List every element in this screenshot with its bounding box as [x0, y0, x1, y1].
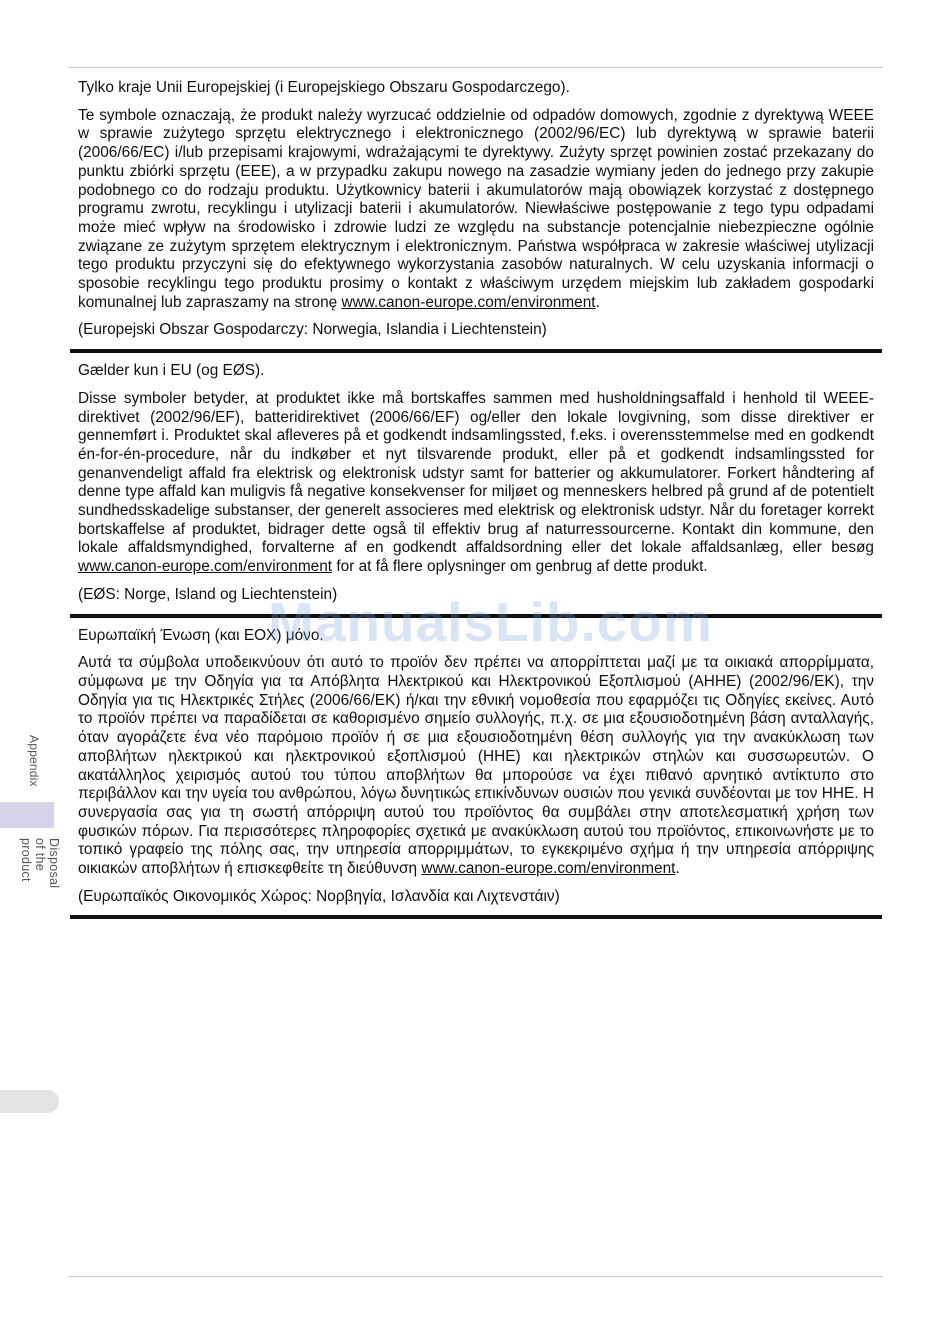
section-greek — [70, 618, 882, 920]
environment-link[interactable]: www.canon-europe.com/environment — [78, 558, 333, 576]
watermark: ManualsLib.com — [268, 591, 713, 653]
section-body — [78, 654, 874, 878]
section-heading: Ευρωπαϊκή Ένωση (και ΕΟΧ) μόνο. — [78, 626, 324, 644]
section-note: (Ευρωπαϊκός Οικονομικός Χώρος: Νορβηγία, Ισλανδία και Λιχτενστάιν) — [78, 887, 560, 905]
section-heading: Tylko kraje Unii Europejskiej (i Europejskiego Obszaru Gospodarczego). — [78, 79, 570, 96]
section-text-after: for at få flere oplysninger om genbrug af dette produkt. — [332, 558, 708, 576]
section-body — [78, 390, 874, 577]
environment-link[interactable]: www.canon-europe.com/environment — [341, 293, 596, 311]
section-note: (EØS: Norge, Island og Liechtenstein) — [78, 585, 338, 603]
environment-link[interactable]: www.canon-europe.com/environment — [421, 860, 676, 878]
section-polish — [70, 70, 882, 353]
document-body — [70, 70, 882, 919]
sidebar-page-tab[interactable] — [0, 1090, 59, 1113]
section-text: Te symbole oznaczają, że produkt należy wyrzucać oddzielnie od odpadów domowych, zgodnie z dyrektywą WEEE w sprawie zużytego sprzętu elektrycznego i elektronicznego (2002/96/EC) lub dyrektywą w sprawie baterii (2006/66/EC) i/lub przepisami krajowymi, wdrażającymi te dyrektywy. Zużyty sprzęt powinien zostać przekazany do punktu zbiórki sprzętu (EEE), a w przypadku zakupu nowego na zasadzie wymiany jeden do jednego przy zakupie podobnego co do rodzaju produktu. Użytkownicy baterii i akumulatorów mają obowiązek korzystać z dostępnego programu zwrotu, recyklingu i utylizacji baterii i akumulatorów. Niewłaściwe postępowanie z tego typu odpadami może mieć wpływ na środowisko i zdrowie ludzi ze względu na substancje potencjalnie niebezpieczne ogólnie związane ze zużytym sprzętem elektrycznym i elektronicznym. Państwa współpraca w zakresie właściwej utylizacji tego produktu przyczyni się do efektywnego wykorzystania zasobów naturalnych. W celu uzyskania informacji o sposobie recyklingu tego produktu prosimy o kontakt z właściwym urzędem miejskim lub zakładem gospodarki komunalnej lub zapraszamy na stronę — [78, 106, 874, 311]
sidebar-chapter-label[interactable]: Appendix — [27, 735, 41, 787]
top-rule — [68, 67, 883, 68]
section-danish — [70, 353, 882, 617]
section-note: (Europejski Obszar Gospodarczy: Norwegia, Islandia i Liechtenstein) — [78, 321, 547, 339]
section-text-after: . — [675, 860, 680, 878]
section-heading: Gælder kun i EU (og EØS). — [78, 362, 265, 380]
bottom-rule — [68, 1276, 883, 1277]
section-text: Αυτά τα σύμβολα υποδεικνύουν ότι αυτό το προϊόν δεν πρέπει να απορρίπτεται μαζί με τα οικιακά απορρίμματα, σύμφωνα με την Οδηγία για τα Απόβλητα Ηλεκτρικού και Ηλεκτρονικού Εξοπλισμού (ΑΗΗΕ) (2002/96/ΕΚ), την Οδηγία για τις Ηλεκτρικές Στήλες (2006/66/ΕΚ) ή/και την εθνική νομοθεσία που εφαρμόζει τις Οδηγίες εκείνες. Αυτό το προϊόν πρέπει να παραδίδεται σε καθορισμένο σημείο συλλογής, π.χ. σε μια εξουσιοδοτημένη βάση ανταλλαγής, όταν αγοράζετε ένα νέο παρόμοιο προϊόν ή σε μια εξουσιοδοτημένη θέση συλλογής για την ανακύκλωση των αποβλήτων ηλεκτρικού και ηλεκτρονικού εξοπλισμού (ΗΗΕ) και ηλεκτρικών στηλών και συσσωρευτών. Ο ακατάλληλος χειρισμός αυτού του τύπου αποβλήτων θα μπορούσε να έχει πιθανό αρνητικό αντίκτυπο στο περιβάλλον και την υγεία του ανθρώπου, λόγω δυνητικώς επικίνδυνων ουσιών που γενικά συνδέονται με τον ΗΗΕ. Η συνεργασία σας για τη σωστή απόρριψη αυτού του προϊόντος θα συμβάλει στην αποτελεσματική χρήση των φυσικών πόρων. Για περισσότερες πληροφορίες σχετικά με ανακύκλωση αυτού του προϊόντος, επικοινωνήστε με το τοπικό γραφείο της πόλης σας, την υπηρεσία απορριμμάτων, το εγκεκριμένο σχήμα ή την υπηρεσία απόρριψης οικιακών αποβλήτων ή επισκεφθείτε τη διεύθυνση — [78, 654, 874, 878]
sidebar-section-label[interactable]: Disposal of the product — [19, 838, 61, 889]
section-text: Disse symboler betyder, at produktet ikke må bortskaffes sammen med husholdningsaffald i henhold til WEEE-direktivet (2002/96/EF), batteridirektivet (2006/66/EF) og/eller den lokale lovgivning, som disse direktiver er gennemført i. Produktet skal afleveres på et godkendt indsamlingssted, f.eks. i overensstemmelse med en godkendt én-for-én-procedure, når du indkøber et nyt tilsvarende produkt, eller på et godkendt indsamlingssted for genanvendeligt affald fra elektrisk og elektronisk udstyr samt for batterier og akkumulatorer. Forkert håndtering af denne type affald kan muligvis få negative konsekvenser for miljøet og menneskers helbred på grund af de potentielt sundhedsskadelige substanser, der generelt associeres med elektrisk og elektronisk udstyr. Når du foretager korrekt bortskaffelse af produktet, bidrager dette også til effektiv brug af naturressourcerne. Kontakt din kommune, den lokale affaldsmyndighed, forvalterne af en godkendt affaldsordning eller det lokale affaldsanlæg, eller besøg — [78, 389, 874, 557]
section-text-after: . — [595, 293, 600, 311]
sidebar-active-tab[interactable] — [0, 802, 54, 828]
section-body — [78, 107, 874, 313]
